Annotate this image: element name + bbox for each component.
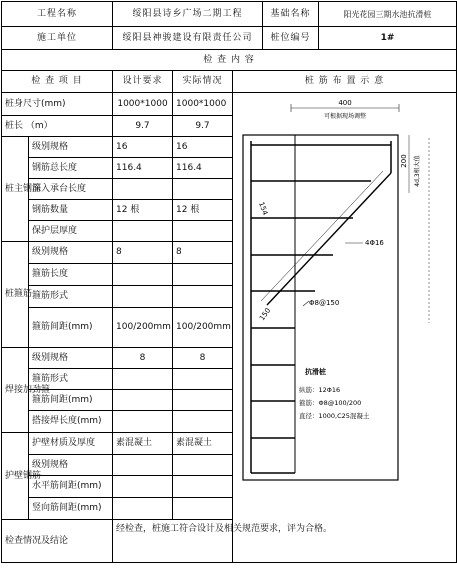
main-bar-count-label: 钢筋数量 [29,200,113,221]
wall-horizontal-label: 水平筋间距(mm) [29,476,113,498]
welded-lap-label: 搭接焊长度(mm) [29,411,113,433]
welded-form-design [113,369,173,390]
main-bar-length-label: 钢筋总长度 [29,158,113,179]
main-bar-spec-label: 级别规格 [29,137,113,158]
pile-no-label: 桩位编号 [263,27,319,50]
stirrup-form-design [113,286,173,308]
builder-label: 施工单位 [2,27,113,50]
main-bar-length-actual: 116.4 [173,158,233,179]
welded-spec-actual: 8 [173,348,233,369]
top-note-text: 可根据现场调整 [324,113,367,120]
side-note-text: 4d,3根大值 [414,155,422,187]
stirrup-group-label: 桩箍筋 [2,242,29,348]
dim-top-text: 400 [338,99,352,107]
foundation-name-label: 基础名称 [263,2,319,27]
main-bar-group-label: 桩主钢筋 [2,137,29,242]
wall-material-label: 护壁材质及厚度 [29,433,113,455]
inspection-table [1,1,457,563]
stirrup-label-text: Φ8@150 [309,299,340,307]
main-bar-cover-design [113,221,173,242]
welded-form-actual [173,369,233,390]
builder-value: 绥阳县神骏建设有限责任公司 [113,27,263,50]
main-bar-length-design: 116.4 [113,158,173,179]
welded-lap-actual [173,411,233,433]
inspection-sheet [1,1,456,573]
pile-no-value: 1# [319,27,457,50]
main-bar-count-design: 12 根 [113,200,173,221]
main-bar-embed-label: 深入承台长度 [29,179,113,200]
stirrup-spec-actual: 8 [173,242,233,264]
main-bar-spec-actual: 16 [173,137,233,158]
main-bar-cover-label: 保护层厚度 [29,221,113,242]
stirrup-length-design [113,264,173,286]
col-design-header: 设计要求 [113,71,173,93]
inclined-bar-outline [261,171,383,301]
stirrup-length-label: 箍筋长度 [29,264,113,286]
welded-spec-label: 级别规格 [29,348,113,369]
wall-horizontal-design [113,476,173,498]
pile-length-design: 9.7 [113,116,173,137]
main-bar-cover-actual [173,221,233,242]
legend-title: 抗滑桩 [305,368,327,376]
welded-group-label: 焊接加劲箍 [2,348,29,433]
wall-spec-actual [173,455,233,476]
stirrup-length-actual [173,264,233,286]
welded-form-label: 箍筋形式 [29,369,113,390]
wall-horizontal-actual [173,476,233,498]
legend-stirrup: 箍筋：Φ8@100/200 [299,399,362,407]
bar-label-text: 4Φ16 [365,239,384,247]
conclusion-label: 检查情况及结论 [2,520,113,563]
stirrup-form-label: 箍筋形式 [29,286,113,308]
legend-size: 直径：1000,C25混凝土 [299,412,370,420]
stirrup-spacing-actual: 100/200mm [173,308,233,348]
main-bar-embed-actual [173,179,233,200]
pile-length-actual: 9.7 [173,116,233,137]
pile-size-design: 1000*1000 [113,93,173,116]
stirrup-group [251,145,391,473]
project-name-value: 绥阳县诗乡广场二期工程 [113,2,263,27]
wall-material-design: 素混凝土 [113,433,173,455]
stirrup-spacing-label: 箍筋间距(mm) [29,308,113,348]
welded-spacing-actual [173,390,233,411]
wall-material-actual: 素混凝土 [173,433,233,455]
wall-spec-label: 级别规格 [29,455,113,476]
conclusion-text: 经检查，桩施工符合设计及相关规范要求，评为合格。 [113,520,457,563]
legend-main: 纵筋：12Φ16 [299,386,341,394]
col-item-header: 检 查 项 目 [2,71,113,93]
main-bar-spec-design: 16 [113,137,173,158]
main-bar-count-actual: 12 根 [173,200,233,221]
rebar-diagram [233,93,457,518]
stirrup-spec-label: 级别规格 [29,242,113,264]
section-title: 检 查 内 容 [2,50,457,71]
col-actual-header: 实际情况 [173,71,233,93]
wall-vertical-actual [173,498,233,520]
wall-vertical-design [113,498,173,520]
dim-150-text: 150 [258,306,273,323]
rebar-diagram-cell [233,93,457,563]
welded-spacing-design [113,390,173,411]
main-bar-embed-design [113,179,173,200]
welded-spec-design: 8 [113,348,173,369]
dim-154-text: 154 [257,200,270,217]
project-name-label: 工程名称 [2,2,113,27]
stirrup-spacing-design: 100/200mm [113,308,173,348]
welded-spacing-label: 箍筋间距(mm) [29,390,113,411]
pile-length-label: 桩长 （m） [2,116,113,137]
pile-size-label: 桩身尺寸(mm) [2,93,113,116]
wall-group-label: 护壁钢筋 [2,433,29,520]
col-layout-header: 桩 筋 布 置 示 意 [233,71,457,93]
dim-200-text: 200 [400,154,409,168]
wall-spec-design [113,455,173,476]
welded-lap-design [113,411,173,433]
stirrup-spec-design: 8 [113,242,173,264]
pile-size-actual: 1000*1000 [173,93,233,116]
foundation-name-value: 阳光花园三期水池抗滑桩 [319,2,457,27]
stirrup-form-actual [173,286,233,308]
wall-vertical-label: 竖向筋间距(mm) [29,498,113,520]
